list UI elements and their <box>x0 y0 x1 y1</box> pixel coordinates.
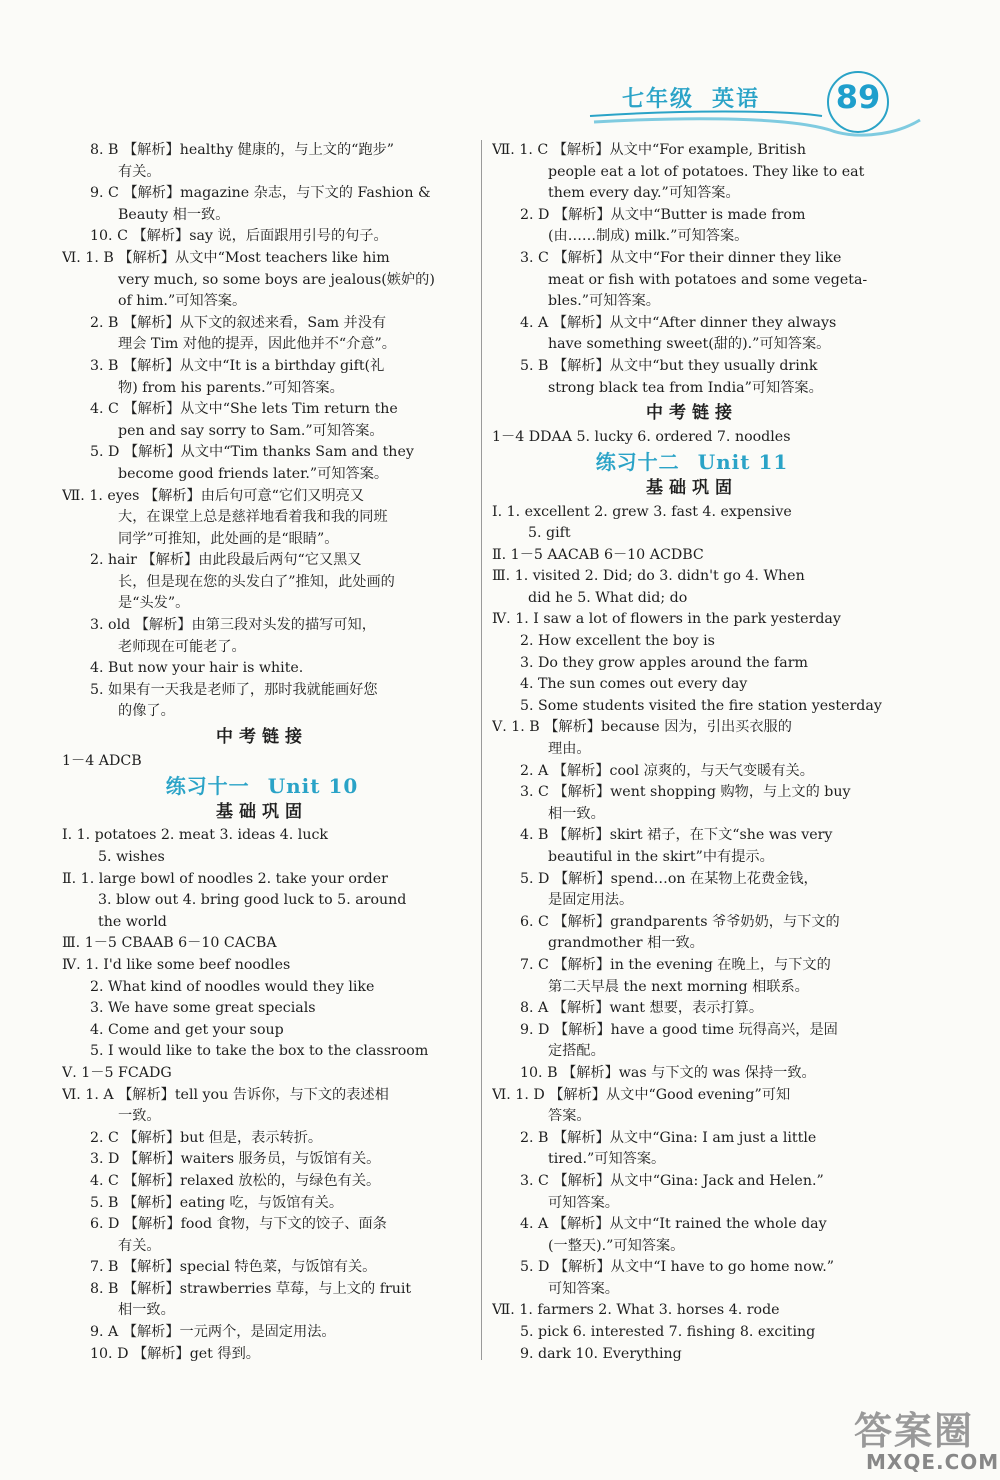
exercise-title <box>62 776 462 798</box>
answer-line: 2. How excellent the boy is <box>520 633 715 650</box>
answer-line: Ⅲ. 1－5 CBAAB 6－10 CACBA <box>62 935 277 952</box>
section-heading-zhongkao: 中考链接 <box>646 403 738 424</box>
answer-line: strong black tea from India”可知答案。 <box>548 379 823 396</box>
header-title <box>622 82 778 113</box>
answer-line: 相一致。 <box>118 1302 175 1319</box>
answer-line: Ⅱ. 1. large bowl of noodles 2. take your order <box>62 870 388 887</box>
answer-line: 大，在课堂上总是慈祥地看着我和我的同班 <box>118 509 388 526</box>
answer-line: 2. C 【解析】but 但是，表示转折。 <box>90 1129 323 1146</box>
answer-line: 2. B 【解析】从下文的叙述来看，Sam 并没有 <box>90 314 387 331</box>
answer-line: 理由。 <box>548 741 591 758</box>
answer-line: 4. C 【解析】从文中“She lets Tim return the <box>90 401 398 418</box>
answer-line: 长，但是现在您的头发白了”推知，此处画的 <box>118 573 395 590</box>
zhongkao-answer: 1－4 DDAA 5. lucky 6. ordered 7. noodles <box>492 428 791 445</box>
exercise-unit: Unit 11 <box>697 450 789 475</box>
answer-line: 2. What kind of noodles would they like <box>90 978 375 995</box>
answer-line: very much, so some boys are jealous(嫉妒的) <box>118 271 435 288</box>
answer-line: 6. D 【解析】food 食物，与下文的饺子、面条 <box>90 1216 387 1233</box>
left-answers-block-a <box>62 140 462 723</box>
answer-line: 5. wishes <box>98 849 165 865</box>
answer-line: 3. Do they grow apples around the farm <box>520 654 808 671</box>
answer-line: did he 5. What did; do <box>528 589 688 606</box>
answer-line: 3. We have some great specials <box>90 1000 316 1017</box>
answer-line: 10. C 【解析】say 说，后面跟用引号的句子。 <box>90 228 388 245</box>
answer-line: 4. A 【解析】从文中“After dinner they always <box>520 314 837 331</box>
right-answers-block-a <box>492 140 892 399</box>
answer-line: 5. 如果有一天我是老师了，那时我就能画好您 <box>90 681 378 698</box>
answer-line: 9. A 【解析】一元两个，是固定用法。 <box>90 1324 336 1341</box>
answer-line: Ⅶ. 1. C 【解析】从文中“For example, British <box>492 142 806 158</box>
answer-line: 2. D 【解析】从文中“Butter is made from <box>520 206 806 223</box>
answer-line: have something sweet(甜的).”可知答案。 <box>548 336 831 353</box>
answer-line: 8. B 【解析】healthy 健康的，与上文的“跑步” <box>90 142 395 158</box>
answer-line: 第二天早晨 the next morning 相联系。 <box>548 978 809 995</box>
answer-line: 5. gift <box>528 525 571 542</box>
right-column <box>492 140 892 1365</box>
answer-line: 4. Come and get your soup <box>90 1021 284 1038</box>
exercise-name: 练习十一 <box>165 774 250 799</box>
answer-line: 9. dark 10. Everything <box>520 1345 682 1362</box>
answer-line: 2. B 【解析】从文中“Gina: I am just a little <box>520 1129 817 1146</box>
answer-line: 5. B 【解析】eating 吃，与饭馆有关。 <box>90 1194 344 1211</box>
answer-line: 6. C 【解析】grandparents 爷爷奶奶，与下文的 <box>520 913 840 930</box>
answer-line: become good friends later.”可知答案。 <box>118 465 389 482</box>
answer-line: 同学”可推知，此处画的是“眼睛”。 <box>118 530 339 547</box>
answer-line: 10. D 【解析】get 得到。 <box>90 1345 260 1362</box>
section-heading-jichu: 基础巩固 <box>216 801 308 822</box>
answer-line: (由……制成) milk.”可知答案。 <box>548 228 749 245</box>
left-column <box>62 140 462 1365</box>
answer-line: Ⅴ. 1. B 【解析】because 因为，引出买衣服的 <box>492 719 792 736</box>
answer-line: Ⅶ. 1. eyes 【解析】由后句可意“它们又明亮又 <box>62 487 365 504</box>
answer-line: Ⅰ. 1. excellent 2. grew 3. fast 4. expensive <box>492 503 792 520</box>
answer-line: 的像了。 <box>118 703 175 720</box>
answer-line: 9. D 【解析】have a good time 玩得高兴，是固 <box>520 1021 838 1038</box>
answer-line: 是固定用法。 <box>548 892 634 909</box>
answer-line: Ⅳ. 1. I'd like some beef noodles <box>62 956 291 973</box>
answer-line: 5. pick 6. interested 7. fishing 8. exciting <box>520 1324 816 1341</box>
answer-line: 8. B 【解析】strawberries 草莓，与上文的 fruit <box>90 1280 412 1297</box>
answer-line: 10. B 【解析】was 与下文的 was 保持一致。 <box>520 1064 816 1081</box>
answer-line: 物) from his parents.”可知答案。 <box>118 379 344 396</box>
answer-line: Ⅴ. 1－5 FCADG <box>62 1064 172 1081</box>
answer-line: Ⅲ. 1. visited 2. Did; do 3. didn't go 4. When <box>492 568 805 585</box>
answer-line: 4. The sun comes out every day <box>520 676 748 693</box>
answer-line: Ⅵ. 1. B 【解析】从文中“Most teachers like him <box>62 249 390 266</box>
answer-line: 理会 Tim 对他的提弄，因此他并不“介意”。 <box>118 336 396 353</box>
right-answers-block-b <box>492 502 892 1366</box>
zhongkao-answer: 1－4 ADCB <box>62 752 142 769</box>
answer-line: 5. I would like to take the box to the classroom <box>90 1043 429 1060</box>
answer-line: the world <box>98 913 167 930</box>
answer-line: 一致。 <box>118 1108 161 1125</box>
answer-line: Ⅶ. 1. farmers 2. What 3. horses 4. rode <box>492 1302 780 1319</box>
answer-line: them every day.”可知答案。 <box>548 185 740 202</box>
answer-line: 3. old 【解析】由第三段对头发的描写可知， <box>90 617 376 634</box>
watermark <box>848 1400 998 1478</box>
exercise-unit: Unit 10 <box>267 774 359 799</box>
answer-line: 4. B 【解析】skirt 裙子，在下文“she was very <box>520 827 833 844</box>
answer-line: Ⅵ. 1. A 【解析】tell you 告诉你，与下文的表述相 <box>62 1086 389 1103</box>
answer-line: 8. A 【解析】want 想要，表示打算。 <box>520 1000 764 1017</box>
answer-line: 5. D 【解析】从文中“Tim thanks Sam and they <box>90 444 414 461</box>
answer-line: 3. B 【解析】从文中“It is a birthday gift(礼 <box>90 357 385 374</box>
answer-line: 7. C 【解析】in the evening 在晚上，与下文的 <box>520 956 831 973</box>
answer-line: Ⅰ. 1. potatoes 2. meat 3. ideas 4. luck <box>62 827 329 844</box>
watermark-site: MXQE.COM <box>866 1450 1000 1474</box>
answer-line: 4. But now your hair is white. <box>90 660 304 677</box>
answer-line: 7. B 【解析】special 特色菜，与饭馆有关。 <box>90 1259 377 1276</box>
answer-line: (一整天).”可知答案。 <box>548 1237 685 1254</box>
answer-line: 4. A 【解析】从文中“It rained the whole day <box>520 1216 827 1233</box>
answer-line: 2. hair 【解析】由此段最后两句“它又黑又 <box>90 552 362 569</box>
exercise-title <box>492 452 892 474</box>
answer-line: 5. Some students visited the fire station yesterday <box>520 697 882 714</box>
watermark-logo: 答案圈 <box>854 1409 975 1453</box>
answer-line: pen and say sorry to Sam.”可知答案。 <box>118 422 384 439</box>
answer-line: 5. D 【解析】spend…on 在某物上花费金钱， <box>520 870 818 887</box>
answer-line: Ⅳ. 1. I saw a lot of flowers in the park yesterday <box>492 611 841 628</box>
answer-line: 老师现在可能老了。 <box>118 638 246 655</box>
answer-line: Beauty 相一致。 <box>118 206 230 223</box>
answer-line: Ⅱ. 1－5 AACAB 6－10 ACDBC <box>492 546 704 563</box>
header-grade: 七年级 <box>622 86 695 112</box>
answer-line: 可知答案。 <box>548 1194 619 1211</box>
answer-line: bles.”可知答案。 <box>548 293 660 310</box>
answer-line: 5. B 【解析】从文中“but they usually drink <box>520 357 818 374</box>
page-number: 89 <box>835 78 881 116</box>
answer-line: tired.”可知答案。 <box>548 1151 666 1168</box>
section-heading-zhongkao: 中考链接 <box>216 727 308 748</box>
exercise-name: 练习十二 <box>595 450 680 475</box>
answer-line: 3. C 【解析】从文中“For their dinner they like <box>520 249 842 266</box>
answer-line: 是“头发”。 <box>118 595 190 612</box>
answer-line: 定搭配。 <box>548 1043 605 1060</box>
answer-line: 9. C 【解析】magazine 杂志，与下文的 Fashion & <box>90 185 431 202</box>
answer-line: 3. C 【解析】从文中“Gina: Jack and Helen.” <box>520 1172 824 1189</box>
answer-line: 有关。 <box>118 1237 161 1254</box>
answer-line: 答案。 <box>548 1108 591 1125</box>
answer-line: 3. blow out 4. bring good luck to 5. around <box>98 892 407 909</box>
column-divider <box>481 140 482 1360</box>
answer-line: 有关。 <box>118 163 161 180</box>
answer-line: beautiful in the skirt”中有提示。 <box>548 849 774 865</box>
answer-line: 5. D 【解析】从文中“I have to go home now.” <box>520 1259 834 1276</box>
answer-line: 3. D 【解析】waiters 服务员，与饭馆有关。 <box>90 1151 381 1168</box>
answer-line: meat or fish with potatoes and some vegeta- <box>548 271 868 288</box>
answer-line: people eat a lot of potatoes. They like to eat <box>548 163 865 180</box>
answer-line: 相一致。 <box>548 805 605 822</box>
answer-line: of him.”可知答案。 <box>118 293 247 310</box>
answer-line: Ⅵ. 1. D 【解析】从文中“Good evening”可知 <box>492 1086 791 1103</box>
answer-line: 2. A 【解析】cool 凉爽的，与天气变暖有关。 <box>520 762 814 779</box>
page-header <box>560 70 1000 150</box>
answer-line: grandmother 相一致。 <box>548 935 704 952</box>
answer-line: 3. C 【解析】went shopping 购物，与上文的 buy <box>520 784 851 801</box>
header-subject: 英语 <box>712 86 761 112</box>
answer-line: 可知答案。 <box>548 1280 619 1297</box>
answer-line: 4. C 【解析】relaxed 放松的，与绿色有关。 <box>90 1172 381 1189</box>
section-heading-jichu: 基础巩固 <box>646 477 738 498</box>
left-answers-block-b <box>62 825 462 1365</box>
